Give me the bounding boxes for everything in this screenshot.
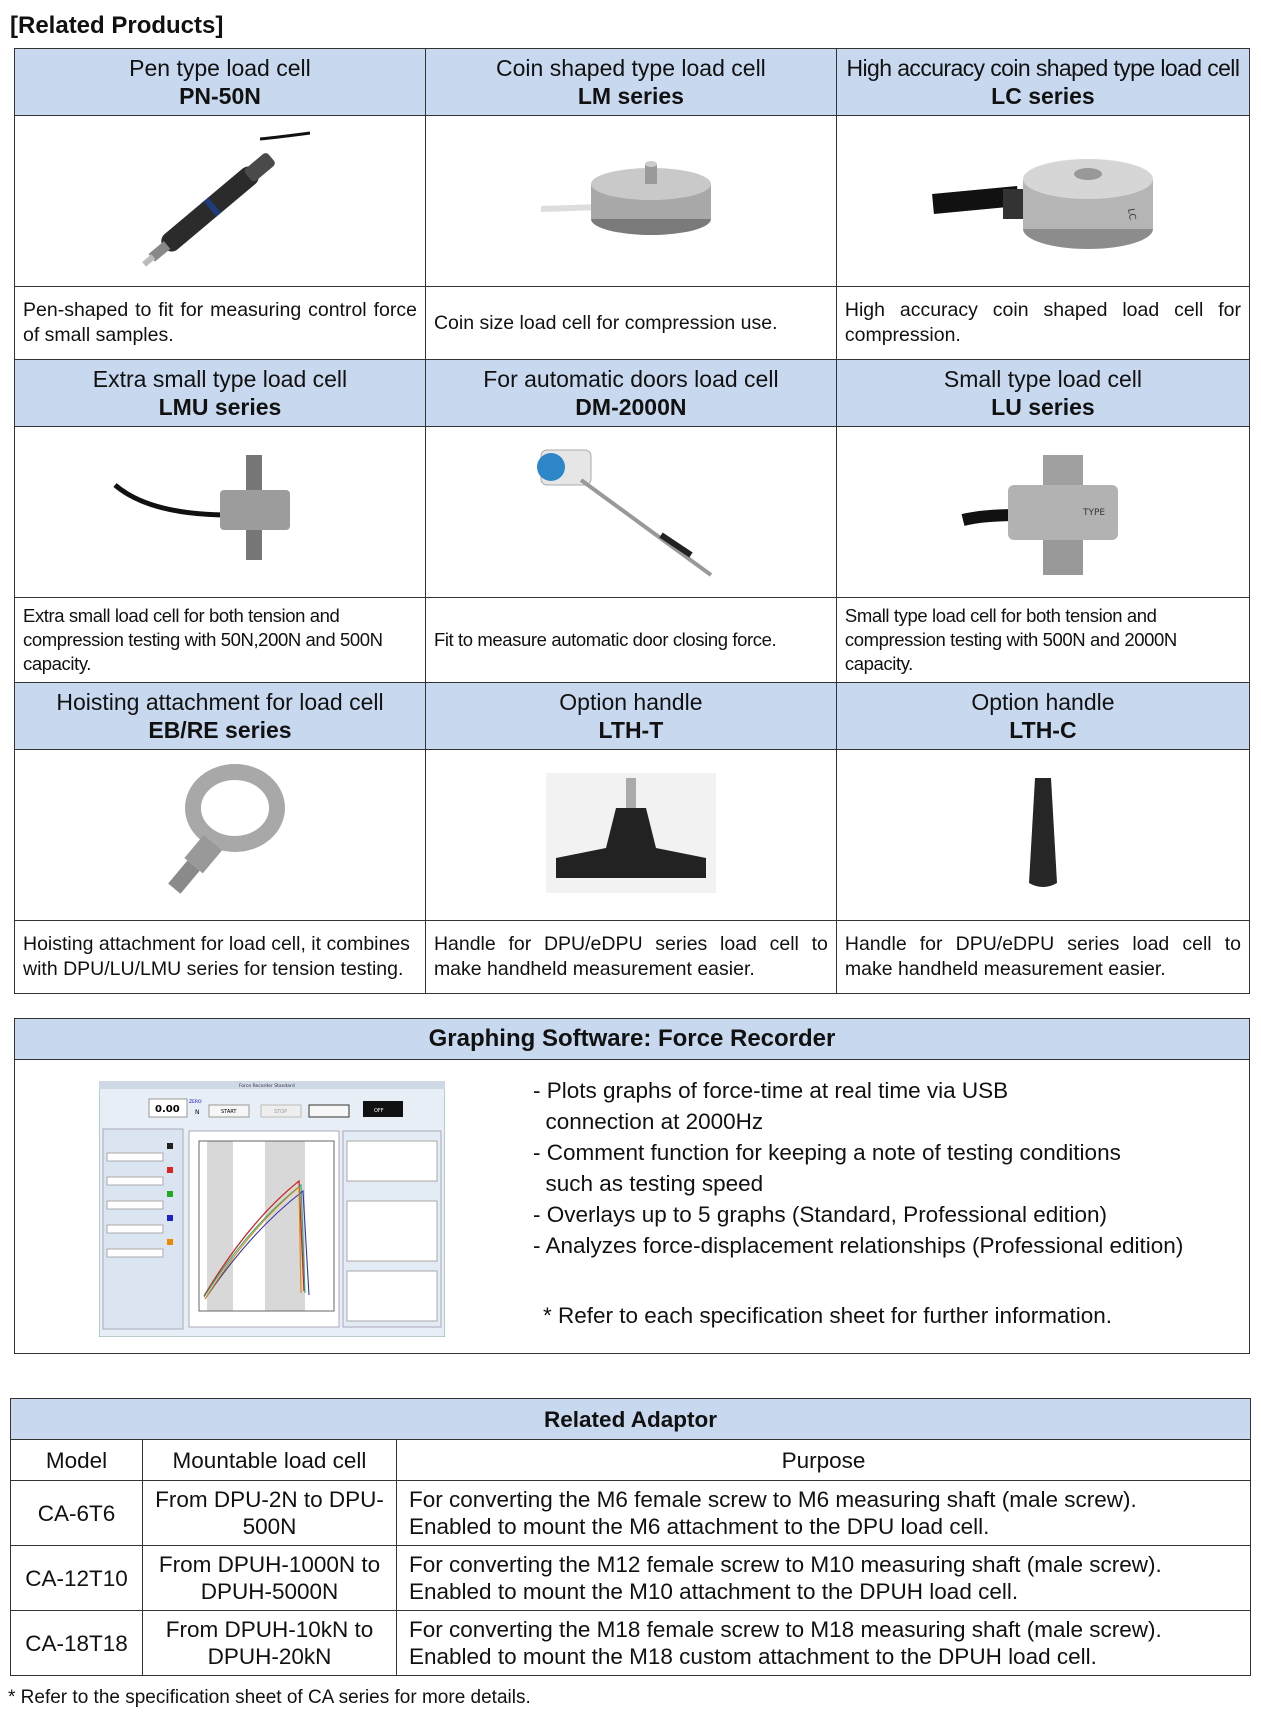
coin-load-cell-image — [531, 139, 731, 259]
software-title: Graphing Software: Force Recorder — [15, 1019, 1249, 1060]
product-model: LTH-T — [598, 717, 664, 743]
svg-text:LC: LC — [1124, 207, 1137, 221]
feature-item: - Overlays up to 5 graphs (Standard, Professional edition) — [533, 1202, 1108, 1227]
product-image-cell — [425, 427, 836, 598]
related-adaptor-table — [10, 1398, 1251, 1676]
table-row — [11, 1611, 1251, 1676]
product-name: Hoisting attachment for load cell — [56, 689, 384, 715]
product-image-cell — [425, 116, 836, 287]
product-header — [425, 683, 836, 750]
product-image-cell — [425, 750, 836, 921]
screenshot-window-title: Force Recorder Standard — [239, 1084, 295, 1089]
high-accuracy-coin-load-cell-image — [923, 134, 1163, 264]
feature-item: - Plots graphs of force-time at real time via USB connection at 2000Hz — [533, 1078, 1009, 1134]
extra-small-load-cell-image — [110, 445, 330, 575]
column-header: Model — [11, 1440, 143, 1481]
software-features — [533, 1075, 1183, 1261]
adaptor-purpose — [397, 1481, 1251, 1546]
product-header — [836, 49, 1249, 116]
adaptor-title: Related Adaptor — [11, 1399, 1251, 1440]
adaptor-mount: From DPUH-1000N to DPUH-5000N — [143, 1546, 397, 1611]
table-row — [11, 1546, 1251, 1611]
purpose-line: For converting the M12 female screw to M10 measuring shaft (male screw). — [409, 1552, 1162, 1577]
adaptor-mount: From DPU-2N to DPU-500N — [143, 1481, 397, 1546]
product-model: PN-50N — [179, 83, 261, 109]
screenshot-unit: N — [195, 1109, 200, 1116]
product-header — [425, 49, 836, 116]
product-name: High accuracy coin shaped type load cell — [846, 55, 1240, 81]
product-model: LM series — [577, 83, 684, 109]
force-recorder-screenshot — [99, 1081, 445, 1337]
related-products-table — [14, 48, 1250, 994]
product-header — [836, 360, 1249, 427]
adaptor-model: CA-18T18 — [11, 1611, 143, 1676]
screenshot-off: OFF — [374, 1108, 384, 1114]
product-image-cell — [836, 116, 1249, 287]
adaptor-model: CA-6T6 — [11, 1481, 143, 1546]
purpose-line: For converting the M6 female screw to M6 measuring shaft (male screw). — [409, 1487, 1137, 1512]
product-image-cell — [15, 116, 426, 287]
adaptor-model: CA-12T10 — [11, 1546, 143, 1611]
feature-item: - Comment function for keeping a note of testing conditions such as testing speed — [533, 1140, 1121, 1196]
adaptor-mount: From DPUH-10kN to DPUH-20kN — [143, 1611, 397, 1676]
purpose-line: For converting the M18 female screw to M18 measuring shaft (male screw). — [409, 1617, 1162, 1642]
small-load-cell-image — [943, 440, 1143, 580]
pen-load-cell-image — [110, 129, 330, 269]
product-model: LU series — [991, 394, 1095, 420]
c-handle-image — [1013, 773, 1073, 893]
product-name: Coin shaped type load cell — [496, 55, 766, 81]
product-description: Handle for DPU/eDPU series load cell to make handheld measurement easier. — [836, 921, 1249, 994]
product-header — [15, 360, 426, 427]
product-description: Fit to measure automatic door closing force. — [425, 598, 836, 683]
svg-text:TYPE: TYPE — [1082, 507, 1106, 518]
product-description: Pen-shaped to fit for measuring control force of small samples. — [15, 287, 426, 360]
product-header — [15, 49, 426, 116]
product-description: Handle for DPU/eDPU series load cell to make handheld measurement easier. — [425, 921, 836, 994]
product-name: Small type load cell — [943, 366, 1143, 392]
product-name: Option handle — [559, 689, 703, 715]
product-name: Pen type load cell — [129, 55, 311, 81]
section-heading: [Related Products] — [10, 12, 224, 39]
purpose-line: Enabled to mount the M10 attachment to the DPUH load cell. — [409, 1579, 1019, 1604]
product-name: Extra small type load cell — [92, 366, 348, 392]
product-image-cell — [15, 750, 426, 921]
product-name: Option handle — [971, 689, 1115, 715]
screenshot-stop: STOP — [274, 1109, 288, 1115]
door-load-cell-image — [521, 435, 741, 585]
product-header — [15, 683, 426, 750]
product-model: LMU series — [158, 394, 282, 420]
product-description: Small type load cell for both tension and compression testing with 500N and 2000N capacity. — [836, 598, 1249, 683]
screenshot-zero: ZERO — [189, 1100, 202, 1105]
column-header: Purpose — [397, 1440, 1251, 1481]
product-model: LTH-C — [1009, 717, 1077, 743]
adaptor-purpose — [397, 1546, 1251, 1611]
product-description: Coin size load cell for compression use. — [425, 287, 836, 360]
purpose-line: Enabled to mount the M6 attachment to the DPU load cell. — [409, 1514, 990, 1539]
product-description: Extra small load cell for both tension and compression testing with 50N,200N and 500N capacity. — [15, 598, 426, 683]
purpose-line: Enabled to mount the M18 custom attachment to the DPUH load cell. — [409, 1644, 1097, 1669]
product-model: DM-2000N — [575, 394, 687, 420]
eye-bolt-image — [140, 758, 300, 908]
adaptor-purpose — [397, 1611, 1251, 1676]
product-image-cell — [15, 427, 426, 598]
table-row — [11, 1481, 1251, 1546]
t-handle-image — [546, 773, 716, 893]
screenshot-value: 0.00 — [155, 1104, 180, 1115]
product-image-cell — [836, 750, 1249, 921]
product-image-cell — [836, 427, 1249, 598]
feature-item: - Analyzes force-displacement relationships (Professional edition) — [533, 1233, 1184, 1258]
column-header: Mountable load cell — [143, 1440, 397, 1481]
software-box — [14, 1018, 1250, 1354]
product-description: Hoisting attachment for load cell, it combines with DPU/LU/LMU series for tension testing. — [15, 921, 426, 994]
product-model: LC series — [991, 83, 1095, 109]
product-header — [425, 360, 836, 427]
product-model: EB/RE series — [148, 717, 292, 743]
product-name: For automatic doors load cell — [483, 366, 779, 392]
software-note: * Refer to each specification sheet for further information. — [543, 1303, 1113, 1328]
product-description: High accuracy coin shaped load cell for compression. — [836, 287, 1249, 360]
product-header — [836, 683, 1249, 750]
adaptor-footnote: * Refer to the specification sheet of CA series for more details. — [8, 1687, 531, 1708]
screenshot-start: START — [221, 1109, 237, 1115]
